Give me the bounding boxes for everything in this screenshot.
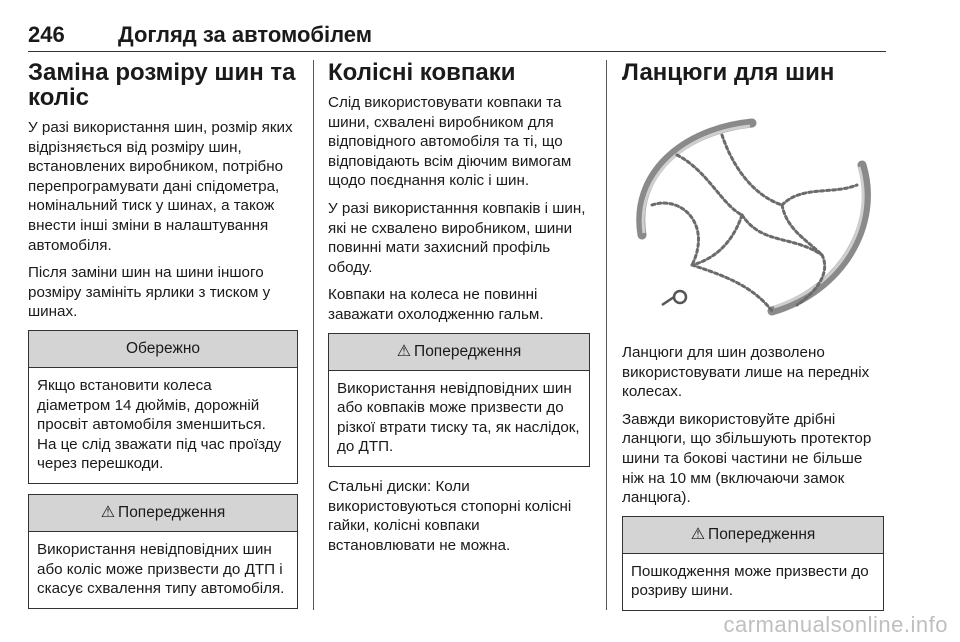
section-heading-snow-chains: Ланцюги для шин — [622, 59, 835, 86]
paragraph: Ланцюги для шин дозволено використовувати лише на передніх колесах. — [622, 344, 870, 401]
paragraph: У разі використання шин, розмір яких відрізняється від розміру шин, встановлених виробником, потрібно перепрограмувати дані спідометра, номінальний тиск у шинах, а також внести інші зміни в налаштування автомобіля. — [28, 119, 293, 254]
paragraph: Завжди використовуйте дрібні ланцюги, що збільшують протектор шини та бокові частини не більше ніж на 10 мм (включаючи замок ланцюга). — [622, 410, 872, 507]
warning-box-header — [623, 517, 883, 554]
section-heading-wheel-covers: Колісні ковпаки — [328, 59, 516, 86]
page-number: 246 — [28, 22, 65, 47]
snow-chains-icon — [622, 115, 884, 325]
warning-box-title: Попередження — [708, 525, 816, 543]
column-divider — [606, 60, 607, 610]
warning-box-text: Використання невідповідних шин або коліс може призвести до ДТП і скасує схвалення типу автомобіля. — [37, 540, 285, 598]
caution-box — [28, 330, 298, 484]
caution-box-text: Якщо встановити колеса діаметром 14 дюймів, дорожній просвіт автомобіля зменшиться. На це слід зважати під час проїзду через перешкоди. — [37, 376, 282, 473]
warning-triangle-icon: ⚠ — [100, 503, 116, 521]
warning-box-title: Попередження — [414, 342, 522, 360]
paragraph: Стальні диски: Коли використовуються стопорні колісні гайки, колісні ковпаки встановлювати не можна. — [328, 477, 572, 554]
column-divider — [313, 60, 314, 610]
page-header — [28, 22, 886, 52]
warning-triangle-icon: ⚠ — [690, 525, 706, 543]
column-snow-chains — [622, 60, 884, 621]
caution-box-title: Обережно — [29, 331, 297, 368]
warning-box — [28, 494, 298, 609]
warning-box-header — [29, 495, 297, 532]
section-heading-tire-size: Заміна розміру шин та коліс — [28, 59, 296, 111]
paragraph: У разі використанння ковпаків і шин, які не схвалено виробником, шини повинні мати захисний профіль ободу. — [328, 199, 586, 276]
chapter-title: Догляд за автомобілем — [118, 22, 373, 47]
watermark: carmanualsonline.info — [723, 612, 948, 637]
paragraph: Слід використовувати ковпаки та шини, схвалені виробником для відповідного автомобіля та ті, що відповідають всім діючим вимогам щодо поєднання коліс і шин. — [328, 94, 572, 190]
warning-box — [622, 516, 884, 611]
paragraph: Ковпаки на колеса не повинні заважати охолодженню гальм. — [328, 286, 544, 323]
warning-box-header — [329, 334, 589, 371]
paragraph: Після заміни шин на шини іншого розміру замініть ярлики з тиском у шинах. — [28, 264, 271, 321]
warning-box-text: Використання невідповідних шин або ковпаків може призвести до різкої втрати тиску та, як наслідок, до ДТП. — [337, 379, 580, 456]
snow-chains-illustration — [622, 115, 884, 325]
warning-box-text: Пошкодження може призвести до розриву шини. — [631, 562, 869, 600]
column-tire-size-change — [28, 60, 298, 619]
warning-box — [328, 333, 590, 467]
warning-triangle-icon: ⚠ — [396, 342, 412, 360]
warning-box-title: Попередження — [118, 503, 226, 521]
column-wheel-covers — [328, 60, 590, 563]
